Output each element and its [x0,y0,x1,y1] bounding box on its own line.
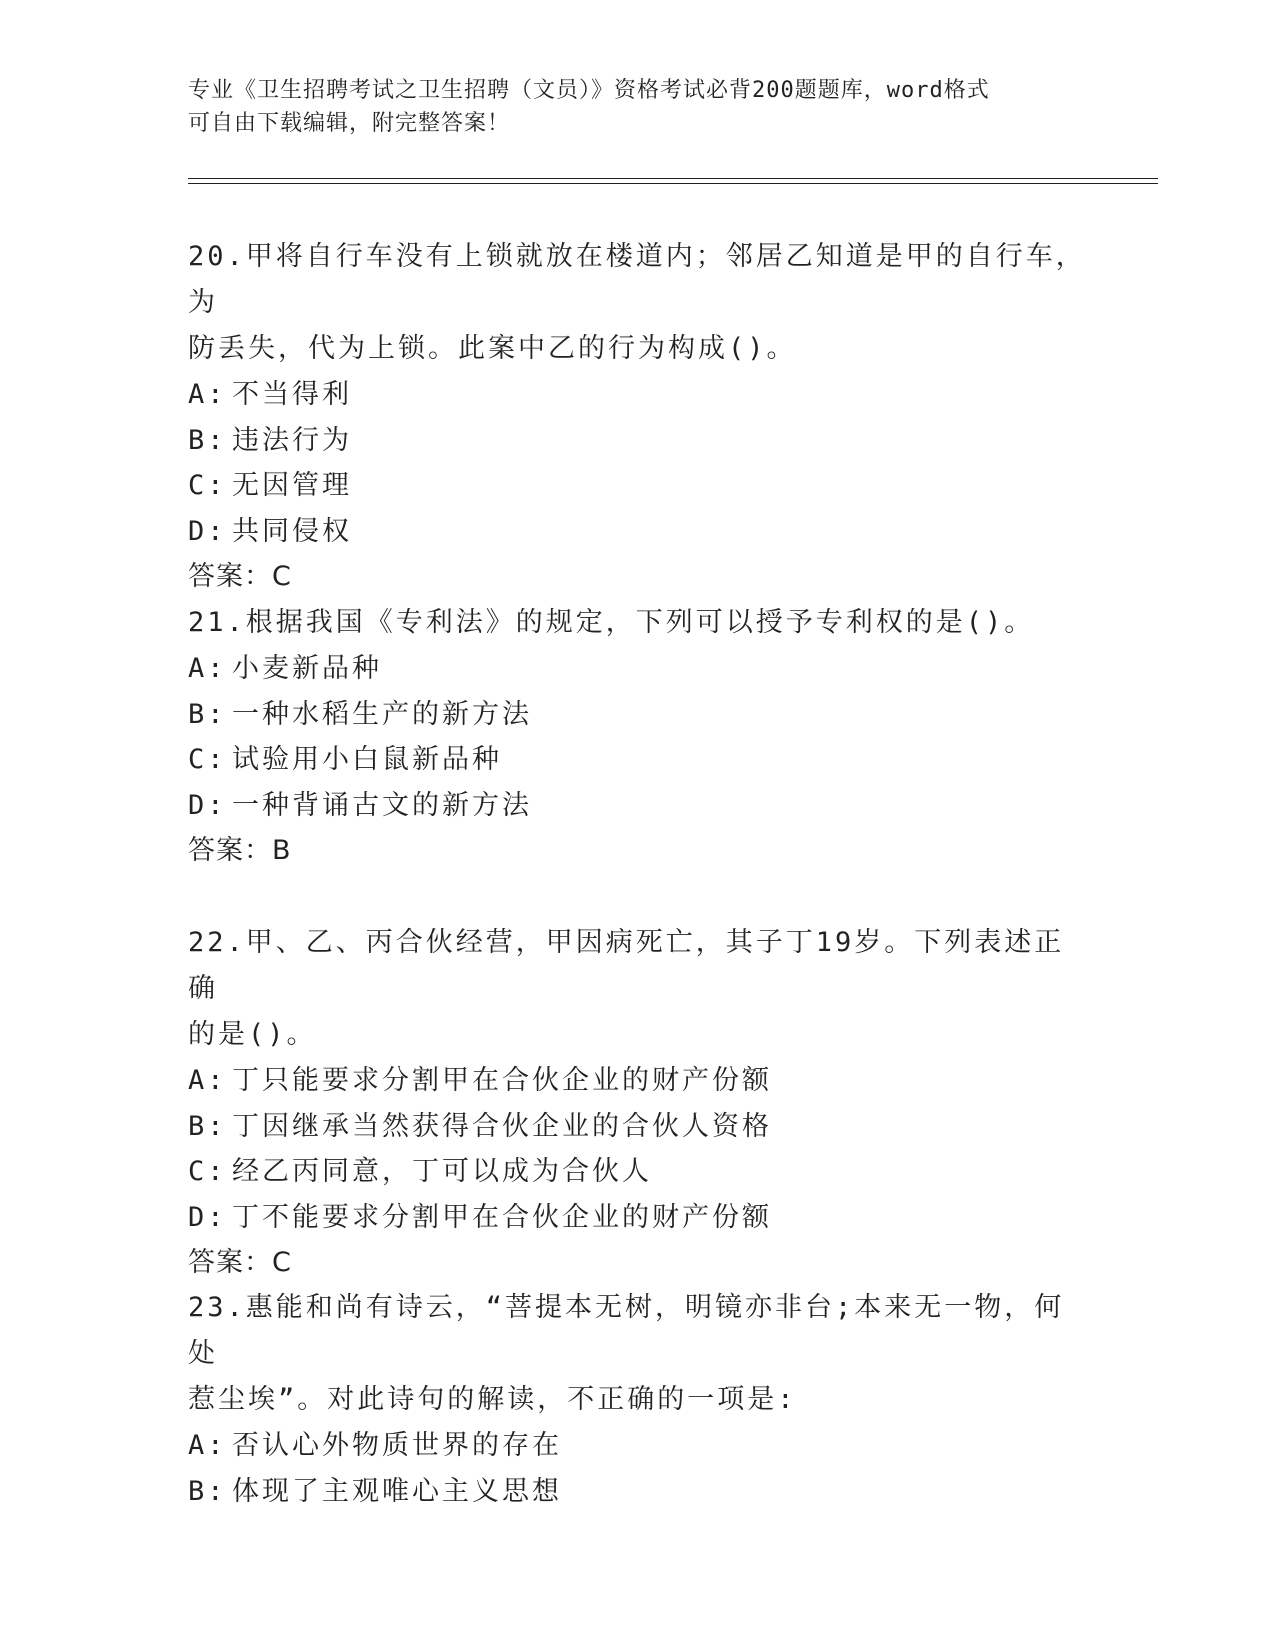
question-stem-line: 防丢失，代为上锁。此案中乙的行为构成()。 [188,333,797,364]
header-divider-bottom [188,183,1158,184]
option-text: 共同侵权 [232,515,352,547]
option-letter: C: [188,1156,227,1187]
option-text: 无因管理 [232,470,352,501]
answer-label: 答案：C [188,561,292,592]
option-letter: A: [188,653,227,684]
option-text: 试验用小白鼠新品种 [232,744,502,775]
question-23 [188,1285,1088,1514]
option-text: 经乙丙同意，丁可以成为合伙人 [232,1156,652,1187]
question-stem-line: 21.根据我国《专利法》的规定，下列可以授予专利权的是()。 [188,607,1035,638]
option-b [188,1104,1088,1150]
option-d [188,783,1088,829]
header-divider-top [188,178,1158,179]
option-text: 一种水稻生产的新方法 [232,698,532,730]
option-d [188,1195,1088,1241]
option-letter: A: [188,1065,227,1096]
option-text: 体现了主观唯心主义思想 [232,1475,562,1507]
option-letter: A: [188,379,227,410]
option-letter: B: [188,1475,227,1507]
option-text: 小麦新品种 [232,653,382,684]
answer-label: 答案：B [188,835,292,866]
option-b [188,418,1088,464]
option-letter: C: [188,744,227,775]
option-letter: B: [188,424,227,456]
option-b [188,1469,1088,1515]
option-b [188,692,1088,738]
header-line-1: 专业《卫生招聘考试之卫生招聘（文员）》资格考试必背200题题库，word格式 [188,78,990,103]
option-text: 一种背诵古文的新方法 [232,789,532,821]
question-21 [188,600,1088,874]
answer-label: 答案：C [188,1247,292,1278]
option-text: 丁只能要求分割甲在合伙企业的财产份额 [232,1065,772,1096]
header-line-2: 可自由下载编辑，附完整答案！ [188,111,511,136]
option-text: 否认心外物质世界的存在 [232,1430,562,1461]
option-text: 丁不能要求分割甲在合伙企业的财产份额 [232,1201,772,1233]
question-stem-line: 22.甲、乙、丙合伙经营，甲因病死亡，其子丁19岁。下列表述正确 [188,927,1065,1004]
option-a [188,646,1088,692]
option-a [188,1423,1088,1469]
option-c [188,737,1088,783]
option-letter: D: [188,789,227,821]
option-c [188,1149,1088,1195]
option-letter: D: [188,515,227,547]
option-letter: A: [188,1430,227,1461]
option-a [188,1058,1088,1104]
option-c [188,463,1088,509]
document-header [188,74,1088,140]
question-stem-line: 20.甲将自行车没有上锁就放在楼道内；邻居乙知道是甲的自行车，为 [188,241,1086,318]
option-letter: C: [188,470,227,501]
option-letter: B: [188,698,227,730]
option-letter: B: [188,1110,227,1142]
option-letter: D: [188,1201,227,1233]
question-20 [188,234,1088,600]
option-d [188,509,1088,555]
option-text: 不当得利 [232,379,352,410]
option-text: 违法行为 [232,424,352,456]
question-stem-line: 23.惠能和尚有诗云，“菩提本无树，明镜亦非台;本来无一物，何处 [188,1292,1065,1369]
option-a [188,372,1088,418]
question-22 [188,920,1088,1286]
option-text: 丁因继承当然获得合伙企业的合伙人资格 [232,1110,772,1142]
question-stem-line: 惹尘埃”。对此诗句的解读，不正确的一项是: [188,1384,797,1415]
question-stem-line: 的是()。 [188,1019,317,1050]
